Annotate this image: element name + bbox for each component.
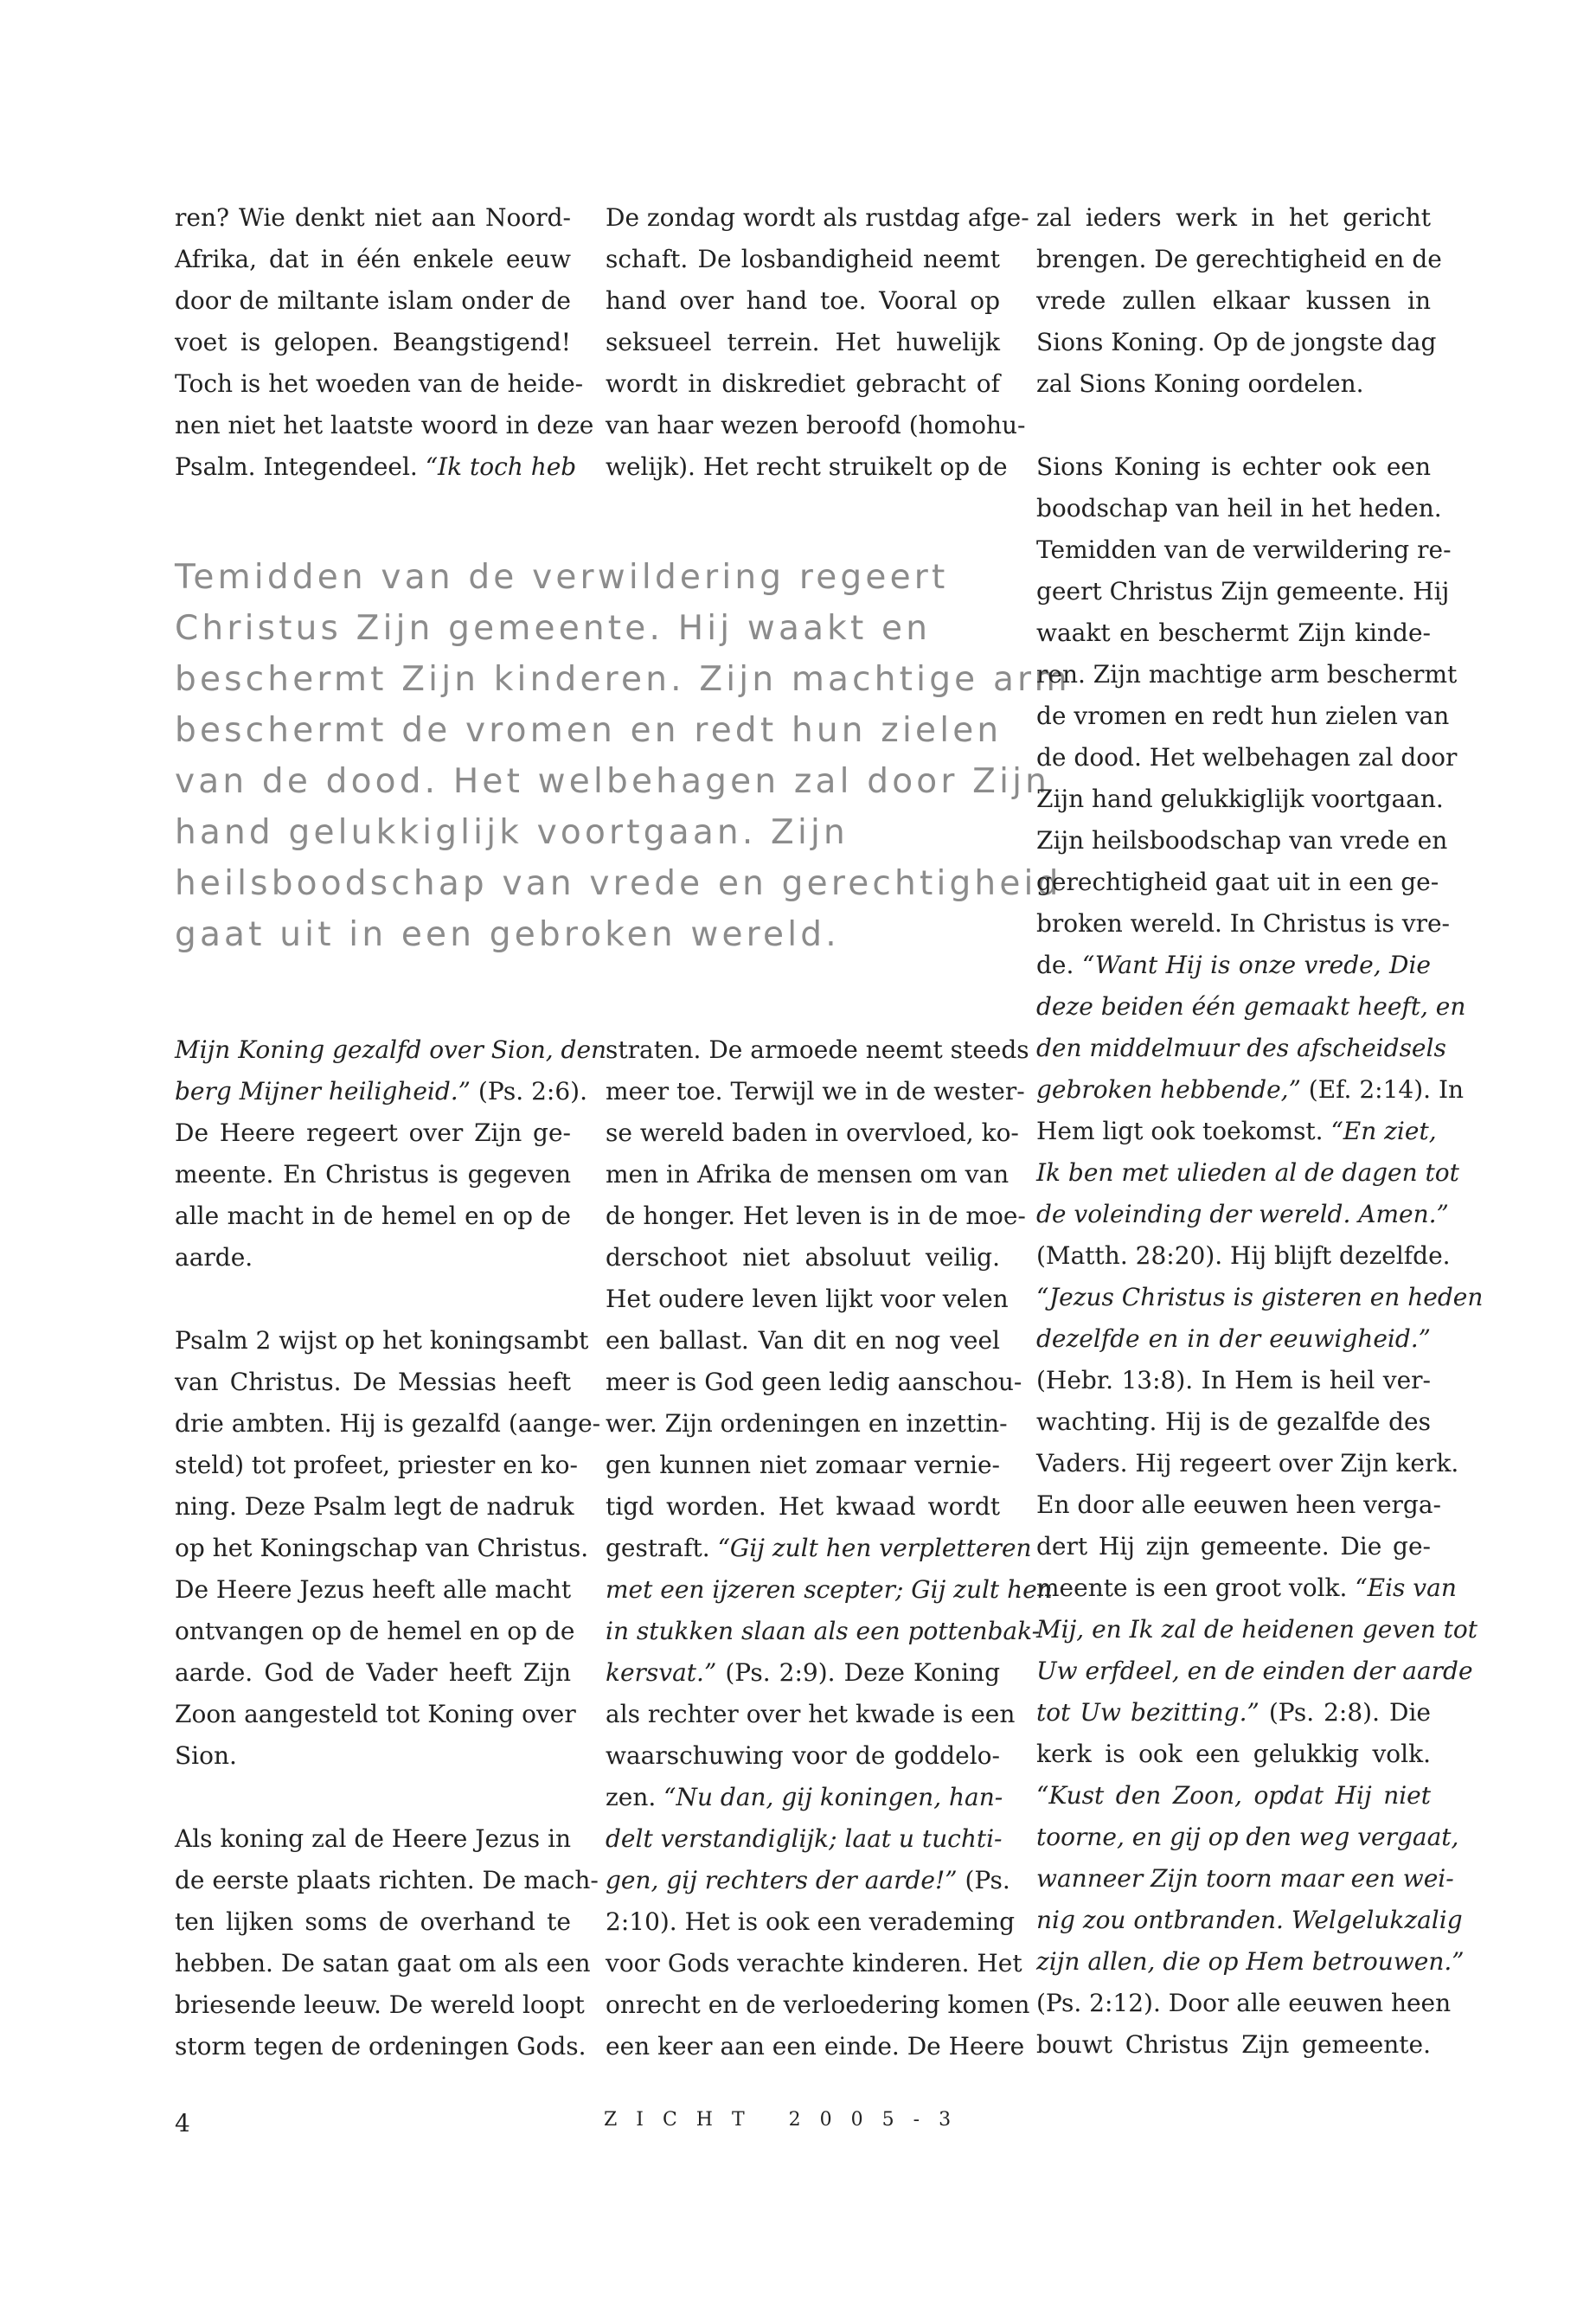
text-line: ren. Zijn machtige arm beschermt <box>1036 660 1458 689</box>
text-line: brengen. De gerechtigheid en de <box>1036 245 1442 273</box>
column-3 <box>1036 197 1484 2066</box>
page-number: 4 <box>175 2109 190 2138</box>
text-line: een ballast. Van dit en nog veel <box>606 1326 1000 1355</box>
text-line: Afrika, dat in één enkele eeuw <box>175 245 571 273</box>
text-line: schaft. De losbandigheid neemt <box>606 245 1000 273</box>
text-line: gerechtigheid gaat uit in een ge- <box>1036 868 1439 896</box>
text-line: Toch is het woeden van de heide- <box>175 369 584 398</box>
text-line: ten lijken soms de overhand te <box>175 1907 571 1936</box>
text-line: aarde. <box>175 1243 253 1272</box>
pull-quote-line: Temidden van de verwildering regeert <box>175 558 949 597</box>
paragraph <box>1036 197 1442 405</box>
text-line: van haar wezen beroofd (homohu- <box>606 411 1026 439</box>
text-line: tigd worden. Het kwaad wordt <box>606 1492 1000 1521</box>
text-line: Mijn Koning gezalfd over Sion, den <box>175 1035 607 1064</box>
text-line: zijn allen, die op Hem betrouwen.” <box>1036 1947 1465 1976</box>
text-line: zen. “Nu dan, gij koningen, han- <box>606 1783 1003 1811</box>
text-line: storm tegen de ordeningen Gods. <box>175 2032 586 2061</box>
paragraph <box>606 1029 1053 2067</box>
text-line: Vaders. Hij regeert over Zijn kerk. <box>1036 1449 1459 1477</box>
text-line: als rechter over het kwade is een <box>606 1700 1016 1728</box>
pull-quote-line: Christus Zijn gemeente. Hij waakt en <box>175 609 932 648</box>
text-line: Uw erfdeel, en de einden der aarde <box>1036 1657 1473 1685</box>
text-line: hand over hand toe. Vooral op <box>606 286 1000 315</box>
text-line: nen niet het laatste woord in deze <box>175 411 594 439</box>
text-line: de voleinding der wereld. Amen.” <box>1036 1200 1449 1228</box>
text-line: men in Afrika de mensen om van <box>606 1160 1010 1189</box>
text-line: gestraft. “Gij zult hen verpletteren <box>606 1534 1032 1562</box>
text-line: Sion. <box>175 1741 237 1770</box>
text-line: (Matth. 28:20). Hij blijft dezelfde. <box>1036 1241 1451 1270</box>
text-line: Het oudere leven lijkt voor velen <box>606 1285 1009 1313</box>
text-line: ontvangen op de hemel en op de <box>175 1617 575 1645</box>
text-line: seksueel terrein. Het huwelijk <box>606 328 1000 356</box>
text-line: hebben. De satan gaat om als een <box>175 1949 591 1977</box>
text-line: aarde. God de Vader heeft Zijn <box>175 1658 571 1687</box>
text-line: Psalm 2 wijst op het koningsambt <box>175 1326 589 1355</box>
text-line: straten. De armoede neemt steeds <box>606 1035 1029 1064</box>
text-line: welijk). Het recht struikelt op de <box>606 452 1008 481</box>
column-2-bottom <box>606 1029 1053 2067</box>
text-line: broken wereld. In Christus is vre- <box>1036 909 1450 938</box>
text-line: de. “Want Hij is onze vrede, Die <box>1036 951 1432 979</box>
text-line: kersvat.” (Ps. 2:9). Deze Koning <box>606 1658 1000 1687</box>
text-line: waarschuwing voor de goddelo- <box>606 1741 1000 1770</box>
text-line: in stukken slaan als een pottenbak- <box>606 1617 1041 1645</box>
paragraph <box>175 1818 599 2067</box>
text-line: van Christus. De Messias heeft <box>175 1368 571 1396</box>
text-line: nig zou ontbranden. Welgelukzalig <box>1036 1906 1463 1934</box>
text-line: delt verstandiglijk; laat u tuchti- <box>606 1824 1003 1853</box>
column-1-bottom <box>175 1029 607 2067</box>
text-line-mixed <box>175 446 577 488</box>
text-line: meente is een groot volk. “Eis van <box>1036 1574 1457 1602</box>
text-line: wachting. Hij is de gezalfde des <box>1036 1407 1431 1436</box>
text-line: zal Sions Koning oordelen. <box>1036 369 1364 398</box>
text-line: wanneer Zijn toorn maar een wei- <box>1036 1864 1454 1893</box>
text-line: deze beiden één gemaakt heeft, en <box>1036 992 1466 1021</box>
text-line: wer. Zijn ordeningen en inzettin- <box>606 1409 1008 1438</box>
text-line: met een ijzeren scepter; Gij zult hen <box>606 1575 1053 1604</box>
text-line: dezelfde en in der eeuwigheid.” <box>1036 1324 1431 1353</box>
text-line: drie ambten. Hij is gezalfd (aange- <box>175 1409 601 1438</box>
text-line: door de miltante islam onder de <box>175 286 571 315</box>
text-line: gen, gij rechters der aarde!” (Ps. <box>606 1866 1010 1894</box>
text-line: ren? Wie denkt niet aan Noord- <box>175 203 571 232</box>
column-1-top <box>175 197 594 488</box>
text-line: dert Hij zijn gemeente. Die ge- <box>1036 1532 1431 1561</box>
text-line: Als koning zal de Heere Jezus in <box>175 1824 572 1853</box>
text-line: meer toe. Terwijl we in de wester- <box>606 1077 1025 1106</box>
text-line: waakt en beschermt Zijn kinde- <box>1036 619 1431 647</box>
text-line: De Heere Jezus heeft alle macht <box>175 1575 572 1604</box>
paragraph <box>175 1029 607 1279</box>
text-line: Hem ligt ook toekomst. “En ziet, <box>1036 1117 1437 1145</box>
text-line: wordt in diskrediet gebracht of <box>606 369 1000 398</box>
pull-quote-line: beschermt de vromen en redt hun zielen <box>175 711 1003 750</box>
pull-quote-line: gaat uit in een gebroken wereld. <box>175 915 840 954</box>
pull-quote-line: hand gelukkiglijk voortgaan. Zijn <box>175 813 849 852</box>
text-line: gen kunnen niet zomaar vernie- <box>606 1451 1000 1479</box>
text-line: meente. En Christus is gegeven <box>175 1160 571 1189</box>
text-line: de eerste plaats richten. De mach- <box>175 1866 599 1894</box>
text-line: geert Christus Zijn gemeente. Hij <box>1036 577 1450 606</box>
text-line: toorne, en gij op den weg vergaat, <box>1036 1823 1459 1851</box>
paragraph <box>606 197 1029 488</box>
text-line: “Jezus Christus is gisteren en heden <box>1036 1283 1484 1311</box>
running-title: ZICHT 2005-3 <box>604 2109 971 2131</box>
pull-quote-line: beschermt Zijn kinderen. Zijn machtige arm <box>175 660 1071 699</box>
column-2-top <box>606 197 1029 488</box>
text-line: En door alle eeuwen heen verga- <box>1036 1490 1441 1519</box>
text-line: Ik ben met ulieden al de dagen tot <box>1036 1158 1459 1187</box>
text-line: boodschap van heil in het heden. <box>1036 494 1442 522</box>
paragraph <box>175 1320 601 1777</box>
pull-quote-line: heilsboodschap van vrede en gerechtigheid <box>175 864 1062 903</box>
text-line: Sions Koning. Op de jongste dag <box>1036 328 1437 356</box>
text-line: Sions Koning is echter ook een <box>1036 452 1431 481</box>
text-line: Zijn hand gelukkiglijk voortgaan. <box>1036 785 1444 813</box>
text-line: (Hebr. 13:8). In Hem is heil ver- <box>1036 1366 1431 1394</box>
text-line: de honger. Het leven is in de moe- <box>606 1202 1026 1230</box>
text-line: derschoot niet absoluut veilig. <box>606 1243 1000 1272</box>
text-line: Temidden van de verwildering re- <box>1036 535 1452 564</box>
text-line: de dood. Het welbehagen zal door <box>1036 743 1458 772</box>
text-line: briesende leeuw. De wereld loopt <box>175 1990 585 2019</box>
text-line: De zondag wordt als rustdag afge- <box>606 203 1029 232</box>
text-line: ning. Deze Psalm legt de nadruk <box>175 1492 574 1521</box>
text-line: (Ps. 2:12). Door alle eeuwen heen <box>1036 1989 1452 2017</box>
pull-quote <box>175 552 1071 960</box>
text-line: meer is God geen ledig aanschou- <box>606 1368 1022 1396</box>
text-line: Mij, en Ik zal de heidenen geven tot <box>1036 1615 1478 1644</box>
text-line: Zoon aangesteld tot Koning over <box>175 1700 576 1728</box>
text-line: vrede zullen elkaar kussen in <box>1036 286 1431 315</box>
text-line: op het Koningschap van Christus. <box>175 1534 589 1562</box>
paragraph <box>175 197 594 488</box>
text-line: zal ieders werk in het gericht <box>1036 203 1431 232</box>
text-line: se wereld baden in overvloed, ko- <box>606 1118 1019 1147</box>
text-line: steld) tot profeet, priester en ko- <box>175 1451 578 1479</box>
text-line: een keer aan een einde. De Heere <box>606 2032 1025 2061</box>
text-line: kerk is ook een gelukkig volk. <box>1036 1740 1431 1768</box>
text-line: gebroken hebbende,” (Ef. 2:14). In <box>1036 1075 1465 1104</box>
text-line: Zijn heilsboodschap van vrede en <box>1036 826 1448 855</box>
text-line: De Heere regeert over Zijn ge- <box>175 1118 571 1147</box>
text-fragment: Psalm. Integendeel. “Ik toch heb <box>175 452 577 481</box>
text-line: “Kust den Zoon, opdat Hij niet <box>1036 1781 1431 1810</box>
text-line: voor Gods verachte kinderen. Het <box>606 1949 1022 1977</box>
pull-quote-line: van de dood. Het welbehagen zal door Zijn <box>175 762 1051 801</box>
text-line: berg Mijner heiligheid.” (Ps. 2:6). <box>175 1077 587 1106</box>
text-line: tot Uw bezitting.” (Ps. 2:8). Die <box>1036 1698 1431 1727</box>
text-line: onrecht en de verloedering komen <box>606 1990 1030 2019</box>
text-line: 2:10). Het is ook een verademing <box>606 1907 1016 1936</box>
text-line: bouwt Christus Zijn gemeente. <box>1036 2030 1431 2059</box>
text-line: den middelmuur des afscheidsels <box>1036 1034 1446 1062</box>
text-line: alle macht in de hemel en op de <box>175 1202 571 1230</box>
paragraph <box>1036 446 1484 2066</box>
text-line: de vromen en redt hun zielen van <box>1036 702 1450 730</box>
text-line: voet is gelopen. Beangstigend! <box>175 328 571 356</box>
